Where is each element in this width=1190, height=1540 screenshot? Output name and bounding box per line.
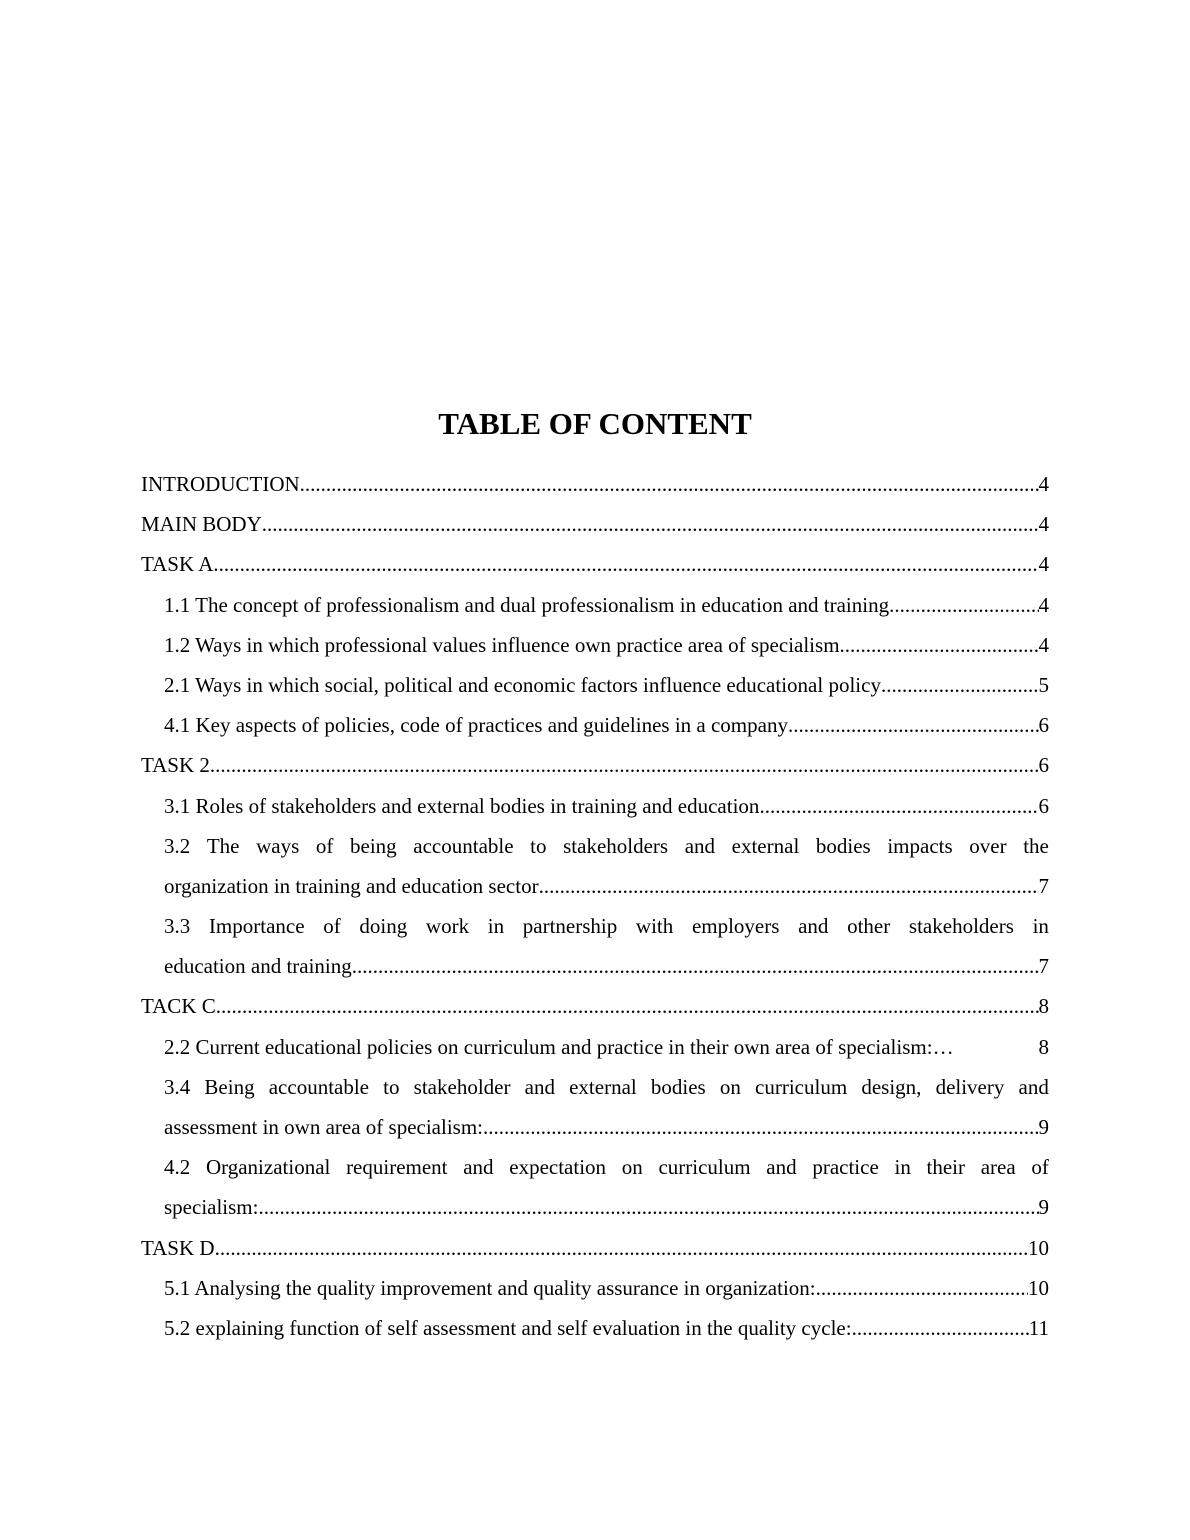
toc-page-number: 10 (1028, 1235, 1049, 1260)
toc-entry-word: expectation (509, 1155, 607, 1180)
toc-entry-label: 2.2 Current educational policies on curriculum and practice in their own area of specialism: (164, 1034, 933, 1059)
toc-entry-word: accountable (268, 1074, 370, 1099)
page-title: TABLE OF CONTENT (438, 406, 752, 441)
toc-entry-word: their (926, 1155, 966, 1180)
toc-page-number: 4 (1038, 472, 1049, 496)
toc-entry-4-1[interactable] (141, 705, 1049, 745)
toc-page-number: 10 (1028, 1275, 1049, 1300)
toc-entry-label: organization in training and education sector (164, 873, 539, 898)
toc-entry-word: curriculum (755, 1074, 848, 1099)
toc-entry-word: curriculum (658, 1155, 751, 1180)
toc-entry-word: of (323, 914, 341, 939)
dot-leader (258, 1187, 1038, 1227)
dot-leader (300, 464, 1039, 504)
toc-entry-word: employers (691, 914, 780, 939)
toc-entry-word: 3.4 (164, 1074, 191, 1099)
toc-page-number: 9 (1038, 1115, 1049, 1139)
toc-page-number: 6 (1038, 793, 1049, 818)
toc-entry-word: impacts (887, 833, 953, 858)
toc-entry-word: stakeholder (413, 1074, 511, 1099)
toc-entry-word: to (383, 1074, 400, 1099)
toc-entry-word: Importance (208, 914, 305, 939)
toc-entry-word: stakeholders (563, 833, 669, 858)
toc-page-number: 6 (1038, 753, 1049, 778)
toc-page-number: 8 (1038, 994, 1049, 1019)
toc-entry-word: bodies (815, 833, 871, 858)
toc-entry-5-1[interactable] (141, 1268, 1049, 1308)
toc-entry-word: 3.2 (164, 833, 191, 858)
toc-entry-word: Organizational (205, 1155, 331, 1180)
toc-entry-3-1[interactable] (141, 786, 1049, 826)
toc-entry-first-line (164, 1067, 1049, 1107)
toc-entry-label: assessment in own area of specialism: (164, 1115, 483, 1139)
dot-leader (213, 544, 1038, 584)
toc-entry-word: stakeholders (908, 914, 1014, 939)
toc-entry-word: of (1031, 1155, 1049, 1180)
dot-leader (262, 504, 1039, 544)
toc-entry-task-2[interactable] (141, 745, 1049, 785)
toc-entry-word: in (487, 914, 505, 939)
toc-entry-word: and (766, 1155, 797, 1180)
toc-entry-word: Being (204, 1074, 255, 1099)
toc-entry-word: on (621, 1155, 643, 1180)
toc-entry-word: accountable (413, 833, 514, 858)
toc-entry-word: bodies (650, 1074, 706, 1099)
toc-entry-first-line (164, 906, 1049, 946)
toc-entry-3-4[interactable] (141, 1067, 1049, 1147)
toc-entry-introduction[interactable] (141, 464, 1049, 504)
table-of-contents (141, 464, 1049, 1348)
toc-entry-word: 3.3 (164, 914, 191, 939)
toc-entry-2-2[interactable] (141, 1027, 1049, 1067)
toc-entry-word: in (1032, 914, 1049, 939)
dot-leader (215, 1228, 1028, 1268)
toc-page-number: 9 (1038, 1195, 1049, 1220)
toc-entry-word: external (731, 833, 800, 858)
toc-entry-word: being (350, 833, 397, 858)
toc-entry-word: area (980, 1155, 1016, 1180)
toc-entry-word: delivery (935, 1074, 1005, 1099)
dot-leader (539, 866, 1039, 906)
toc-page-number: 4 (1038, 512, 1049, 537)
toc-entry-main-body[interactable] (141, 504, 1049, 544)
toc-entry-word: of (315, 833, 334, 858)
dot-leader (852, 1308, 1029, 1348)
toc-entry-word: external (569, 1074, 637, 1099)
toc-entry-label: education and training (164, 954, 352, 979)
toc-entry-word: and (798, 914, 829, 939)
toc-entry-label: 1.1 The concept of professionalism and dual professionalism in education and training (164, 592, 890, 617)
toc-entry-word: The (206, 833, 240, 858)
dot-leader (840, 625, 1039, 665)
toc-entry-word: and (463, 1155, 494, 1180)
toc-page-number: 11 (1028, 1315, 1049, 1340)
toc-page-number: 6 (1038, 713, 1049, 738)
toc-entry-word: work (425, 914, 470, 939)
toc-entry-4-2[interactable] (141, 1147, 1049, 1227)
dot-leader (889, 585, 1038, 625)
toc-entry-task-a[interactable] (141, 544, 1049, 584)
toc-entry-word: 4.2 (164, 1155, 191, 1180)
toc-entry-word: other (847, 914, 891, 939)
toc-entry-label: INTRODUCTION (141, 472, 300, 496)
toc-entry-label: TASK A (141, 552, 214, 577)
toc-entry-word: to (530, 833, 547, 858)
toc-entry-word: over (969, 833, 1007, 858)
toc-entry-label: 1.2 Ways in which professional values influence own practice area of specialism (164, 632, 840, 657)
toc-entry-2-1[interactable] (141, 665, 1049, 705)
toc-entry-task-d[interactable] (141, 1228, 1049, 1268)
toc-entry-word: ways (256, 833, 300, 858)
toc-entry-3-3[interactable] (141, 906, 1049, 986)
dot-leader (788, 705, 1039, 745)
toc-entry-word: on (719, 1074, 741, 1099)
toc-page-number: 5 (1038, 672, 1049, 697)
dot-leader (216, 986, 1039, 1026)
toc-entry-word: the (1023, 833, 1049, 858)
toc-page-number: 4 (1038, 632, 1049, 657)
dot-leader (816, 1268, 1028, 1308)
dot-leader (210, 745, 1039, 785)
toc-entry-label: 5.1 Analysing the quality improvement and quality assurance in organization: (164, 1275, 816, 1300)
toc-entry-word: practice (812, 1155, 879, 1180)
toc-entry-label: TASK 2 (141, 753, 210, 778)
toc-entry-word: and (684, 833, 716, 858)
toc-page-number: 4 (1038, 552, 1049, 577)
toc-entry-label: specialism: (164, 1195, 259, 1220)
dot-leader (881, 665, 1039, 705)
toc-page-number: 7 (1038, 873, 1049, 898)
dot-leader (759, 786, 1038, 826)
toc-page-number: 4 (1038, 592, 1049, 617)
toc-entry-word: and (524, 1074, 555, 1099)
toc-entry-word: and (1018, 1074, 1049, 1099)
toc-entry-first-line (164, 1147, 1049, 1187)
toc-entry-1-1[interactable] (141, 585, 1049, 625)
toc-ellipsis: … (932, 1034, 954, 1059)
toc-page-number: 7 (1038, 954, 1049, 979)
toc-entry-label: TACK C (141, 994, 216, 1019)
toc-entry-5-2[interactable] (141, 1308, 1049, 1348)
dot-leader (352, 946, 1039, 986)
toc-entry-word: partnership (522, 914, 618, 939)
toc-entry-tack-c[interactable] (141, 986, 1049, 1026)
toc-page-number: 8 (1038, 1034, 1049, 1059)
toc-entry-label: 2.1 Ways in which social, political and economic factors influence educational policy (164, 672, 881, 697)
dot-leader (483, 1107, 1039, 1147)
toc-entry-word: doing (359, 914, 408, 939)
toc-entry-label: MAIN BODY (141, 512, 262, 537)
toc-entry-first-line (164, 826, 1049, 866)
toc-entry-word: design, (861, 1074, 922, 1099)
toc-entry-label: TASK D (141, 1235, 215, 1260)
toc-entry-label: 5.2 explaining function of self assessment and self evaluation in the quality cycle: (164, 1315, 852, 1340)
toc-entry-1-2[interactable] (141, 625, 1049, 665)
toc-entry-label: 3.1 Roles of stakeholders and external bodies in training and education (164, 793, 760, 818)
toc-entry-3-2[interactable] (141, 826, 1049, 906)
toc-entry-word: requirement (346, 1155, 448, 1180)
toc-entry-word: in (894, 1155, 911, 1180)
toc-entry-label: 4.1 Key aspects of policies, code of practices and guidelines in a company (164, 713, 788, 738)
toc-entry-word: with (635, 914, 674, 939)
